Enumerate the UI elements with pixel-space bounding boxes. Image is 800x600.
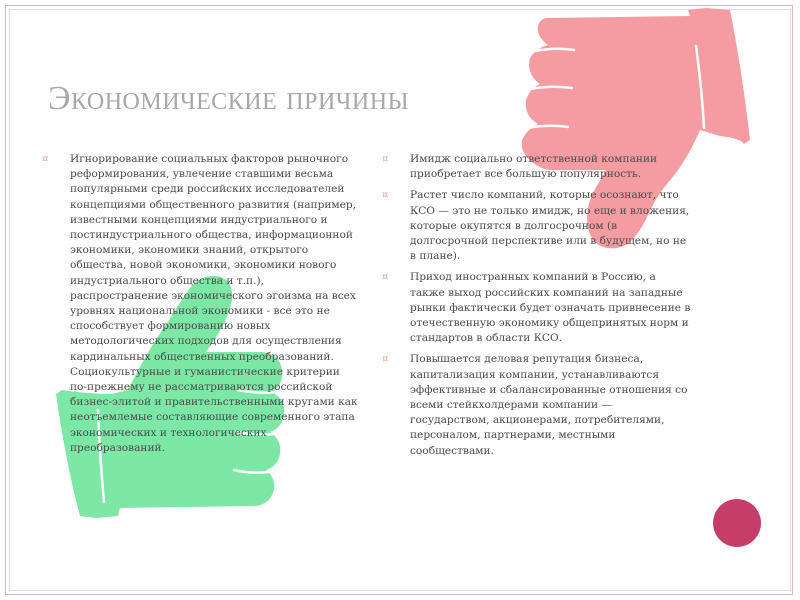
right-bullet-2 [382, 188, 692, 264]
bullet-icon: ¤ [382, 154, 389, 165]
right-bullet-3 [382, 270, 692, 346]
right-column [382, 152, 692, 465]
bullet-icon: ¤ [382, 190, 389, 202]
bullet-icon: ¤ [42, 154, 49, 165]
bullet-icon: ¤ [382, 272, 389, 284]
left-bullet-1 [42, 152, 360, 456]
right-bullet-4-text: Повышается деловая репутация бизнеса, капитализация компании, устанавливаются эффективные и сбалансированные отношения со всеми стейкхолдерами компании — государством, акционерами, потребителями, персоналом, партнерами, местными сообществами. [410, 353, 688, 457]
bullet-icon: ¤ [382, 354, 389, 366]
left-column [42, 152, 360, 462]
right-bullet-4 [382, 352, 692, 458]
right-bullet-3-text: Приход иностранных компаний в Россию, а также выход российских компаний на западные рынки фактически будет означать привнесение в отечественную экономику общепринятых норм и стандартов в области КСО. [410, 271, 691, 345]
slide-title: Экономические причины [48, 80, 409, 117]
accent-circle [713, 499, 761, 547]
right-bullet-2-text: Растет число компаний, которые осознают, что КСО — это не только имидж, но еще и вложения, которые окупятся в долгосрочном (в долгосрочной перспективе или в будущем, но не в плане). [410, 189, 690, 263]
right-bullet-1 [382, 152, 692, 182]
left-bullet-1-text: Игнорирование социальных факторов рыночного реформирования, увлечение ставшими весьма популярными среди российских исследователей концепциями общественного развития (например, известными концепциями индустриального и постиндустриального общества, информационной экономики, экономики знаний, открытого общества, новой экономики, экономики нового индустриального общества и т.п.), распространение экономического эгоизма на всех уровнях национальной экономики - все это не способствует формированию новых методологических подходов для осуществления кардинальных общественных преобразований. Социокультурные и гуманистические критерии по-прежнему не рассматриваются российской бизнес-элитой и правительственными кругами как неотъемлемые составляющие современного этапа экономических и технологических преобразований. [70, 153, 358, 454]
right-bullet-1-text: Имидж социально ответственной компании приобретает все большую популярность. [410, 153, 658, 181]
